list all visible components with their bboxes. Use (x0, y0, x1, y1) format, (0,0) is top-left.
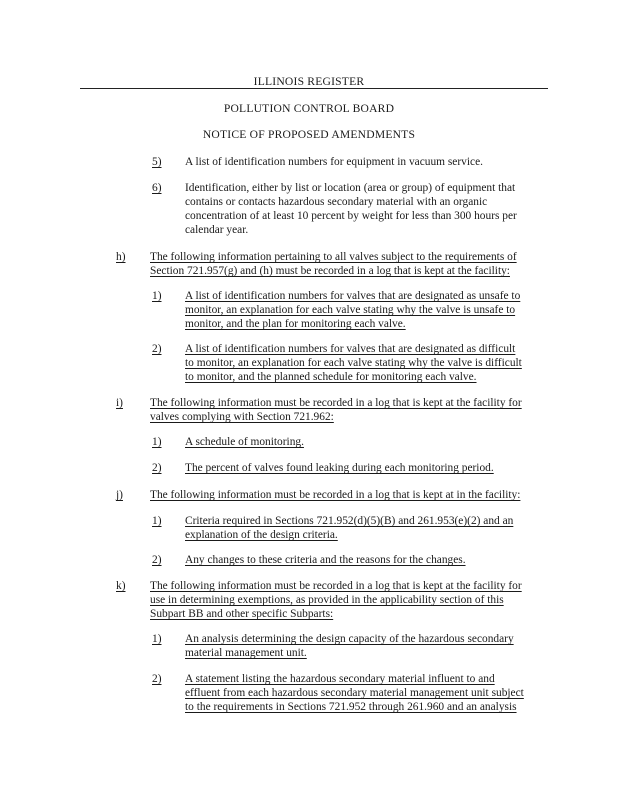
item-text (185, 435, 545, 449)
text-line: A list of identification numbers for equipment in vacuum service. (185, 156, 483, 168)
text-line: Identification, either by list or location (area or group) of equipment that (185, 182, 516, 194)
text-line: to monitor, an explanation for each valve stating why the valve is difficult (185, 357, 522, 369)
notice-title: NOTICE OF PROPOSED AMENDMENTS (202, 128, 416, 141)
text-line: material management unit. (185, 647, 307, 659)
text-line: A statement listing the hazardous secondary material influent to and (185, 673, 495, 685)
item-text (150, 396, 550, 424)
item-text (150, 579, 550, 621)
text-line: The percent of valves found leaking during each monitoring period. (185, 462, 494, 474)
item-text (150, 488, 550, 502)
item-label: 1) (152, 436, 162, 448)
item-label: 2) (152, 343, 162, 355)
item-text (150, 250, 550, 278)
item-label: 1) (152, 633, 162, 645)
item-label: k) (116, 580, 126, 592)
item-text (185, 632, 545, 660)
item-label: 1) (152, 290, 162, 302)
text-line: A schedule of monitoring. (185, 436, 304, 448)
text-line: Any changes to these criteria and the reasons for the changes. (185, 554, 466, 566)
text-line: to monitor, and the planned schedule for monitoring each valve. (185, 371, 477, 383)
text-line: contains or contacts hazardous secondary material with an organic (185, 196, 488, 208)
item-label: 2) (152, 554, 162, 566)
text-line: to the requirements in Sections 721.952 through 261.960 and an analysis (185, 701, 517, 713)
item-label: i) (116, 397, 123, 409)
item-label: h) (116, 251, 126, 263)
item-label: 5) (152, 156, 162, 168)
item-label: 2) (152, 673, 162, 685)
text-line: monitor, an explanation for each valve stating why the valve is unsafe to (185, 304, 516, 316)
item-text (185, 155, 545, 169)
text-line: concentration of at least 10 percent by weight for less than 300 hours per (185, 210, 517, 222)
text-line: The following information pertaining to all valves subject to the requirements of (150, 251, 517, 263)
item-text (185, 342, 545, 384)
text-line: calendar year. (185, 224, 249, 236)
item-label: j) (116, 489, 123, 501)
text-line: The following information must be recorded in a log that is kept at in the facility: (150, 489, 521, 501)
text-line: Subpart BB and other specific Subparts: (150, 608, 334, 620)
text-line: Section 721.957(g) and (h) must be recorded in a log that is kept at the facility: (150, 265, 510, 277)
text-line: The following information must be recorded in a log that is kept at the facility for (150, 580, 522, 592)
item-label: 2) (152, 462, 162, 474)
text-line: valves complying with Section 721.962: (150, 411, 334, 423)
text-line: A list of identification numbers for valves that are designated as difficult (185, 343, 516, 355)
text-line: Criteria required in Sections 721.952(d)(5)(B) and 261.953(e)(2) and an (185, 515, 514, 527)
text-line: An analysis determining the design capacity of the hazardous secondary (185, 633, 514, 645)
text-line: monitor, and the plan for monitoring each valve. (185, 318, 406, 330)
text-line: A list of identification numbers for valves that are designated as unsafe to (185, 290, 521, 302)
board-title: POLLUTION CONTROL BOARD (223, 102, 395, 115)
item-text (185, 181, 545, 237)
item-label: 1) (152, 515, 162, 527)
item-text (185, 514, 545, 542)
text-line: use in determining exemptions, as provided in the applicability section of this (150, 594, 504, 606)
register-title: ILLINOIS REGISTER (253, 75, 365, 88)
item-text (185, 553, 545, 567)
item-text (185, 461, 545, 475)
item-text (185, 289, 545, 331)
item-label: 6) (152, 182, 162, 194)
item-text (185, 672, 545, 714)
text-line: The following information must be recorded in a log that is kept at the facility for (150, 397, 522, 409)
text-line: effluent from each hazardous secondary material management unit subject (185, 687, 524, 699)
text-line: explanation of the design criteria. (185, 529, 338, 541)
